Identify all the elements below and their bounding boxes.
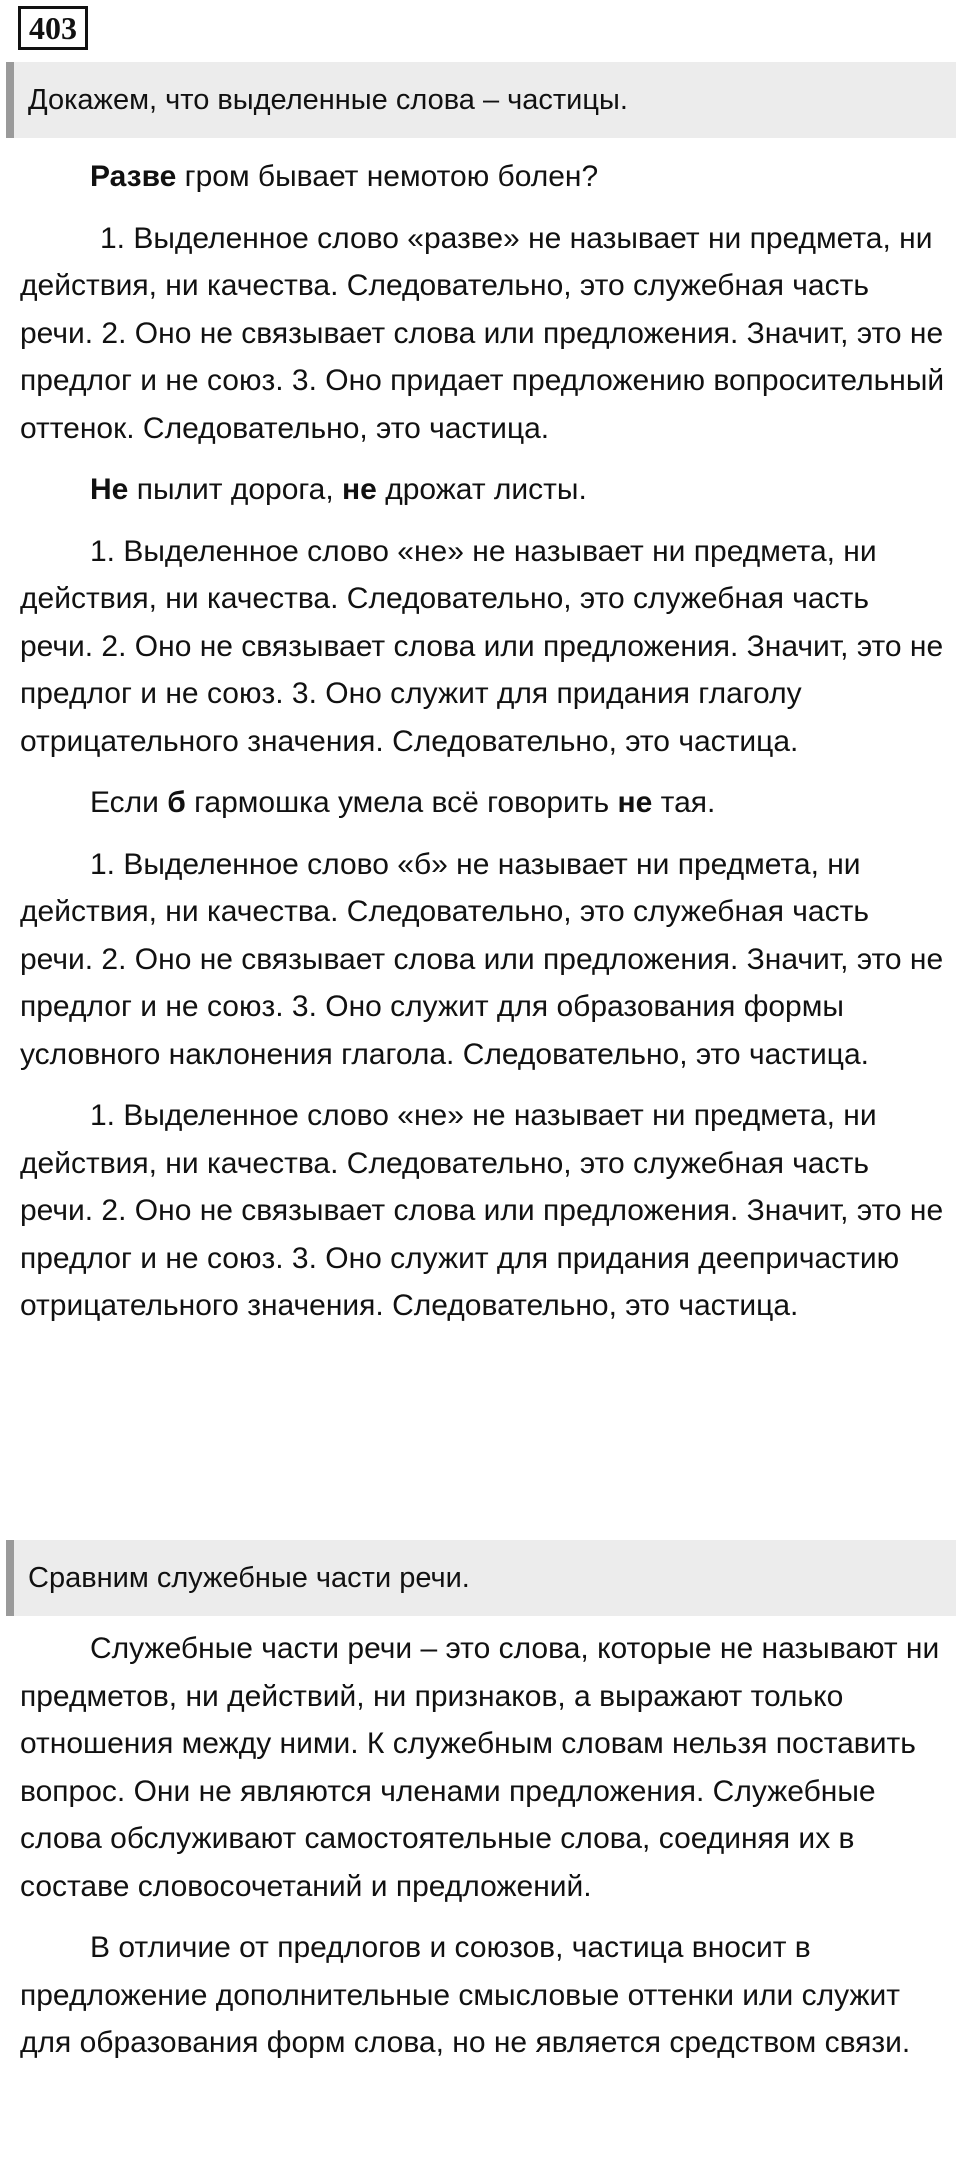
section-header-proof — [6, 62, 956, 138]
paragraph-2: В отличие от предлогов и союзов, частица вносит в предложение дополнительные смысловые оттенки или служит для образования форм слова, но не является средством связи. — [20, 1931, 911, 2059]
explanation-2: 1. Выделенное слово «не» не называет ни предмета, ни действия, ни качества. Следовательно, это служебная часть речи. 2. Оно не связывает слова или предложения. Значит, это не предлог и не союз. 3. Оно служит для придания глаголу отрицательного значения. Следовательно, это частица. — [20, 534, 944, 758]
paragraph-1: Служебные части речи – это слова, которые не называют ни предметов, ни действий, ни признаков, а выражают только отношения между ними. К служебным словам нельзя поставить вопрос. Они не являются членами предложения. Служебные слова обслуживают самостоятельные слова, соединяя их в составе словосочетаний и предложений. — [20, 1632, 940, 1903]
exercise-number: 403 — [18, 6, 88, 50]
section-title: Сравним служебные части речи. — [28, 1561, 470, 1594]
sentence-text: гармошка умела всё говорить — [185, 786, 618, 819]
sentence-text: гром бывает немотою болен? — [176, 160, 599, 193]
section-proof-content — [20, 153, 945, 1344]
sentence-text: Если — [90, 786, 168, 819]
highlighted-word: б — [167, 786, 186, 819]
highlighted-word: Не — [90, 473, 129, 506]
section-header-compare — [6, 1540, 956, 1616]
highlighted-word: Разве — [90, 160, 177, 193]
explanation-4: 1. Выделенное слово «не» не называет ни предмета, ни действия, ни качества. Следовательно, это служебная часть речи. 2. Оно не связывает слова или предложения. Значит, это не предлог и не союз. 3. Оно служит для придания деепричастию отрицательного значения. Следовательно, это частица. — [20, 1099, 944, 1322]
section-compare-content — [20, 1625, 945, 2081]
section-title: Докажем, что выделенные слова – частицы. — [28, 83, 628, 116]
sentence-text: дрожат листы. — [376, 473, 587, 506]
example-sentence-3 — [20, 779, 945, 827]
explanation-3: 1. Выделенное слово «б» не называет ни предмета, ни действия, ни качества. Следовательно, это служебная часть речи. 2. Оно не связывает слова или предложения. Значит, это не предлог и не союз. 3. Оно служит для образования формы условного наклонения глагола. Следовательно, это частица. — [20, 847, 944, 1071]
sentence-text: пылит дорога, — [128, 473, 343, 506]
example-sentence-1 — [20, 153, 945, 201]
sentence-text: тая. — [652, 786, 716, 819]
highlighted-word: не — [342, 473, 377, 506]
highlighted-word: не — [617, 786, 653, 819]
example-sentence-2 — [20, 466, 945, 514]
explanation-1: 1. Выделенное слово «разве» не называет ни предмета, ни действия, ни качества. Следовательно, это служебная часть речи. 2. Оно не связывает слова или предложения. Значит, это не предлог и не союз. 3. Оно придает предложению вопросительный оттенок. Следовательно, это частица. — [20, 221, 945, 445]
